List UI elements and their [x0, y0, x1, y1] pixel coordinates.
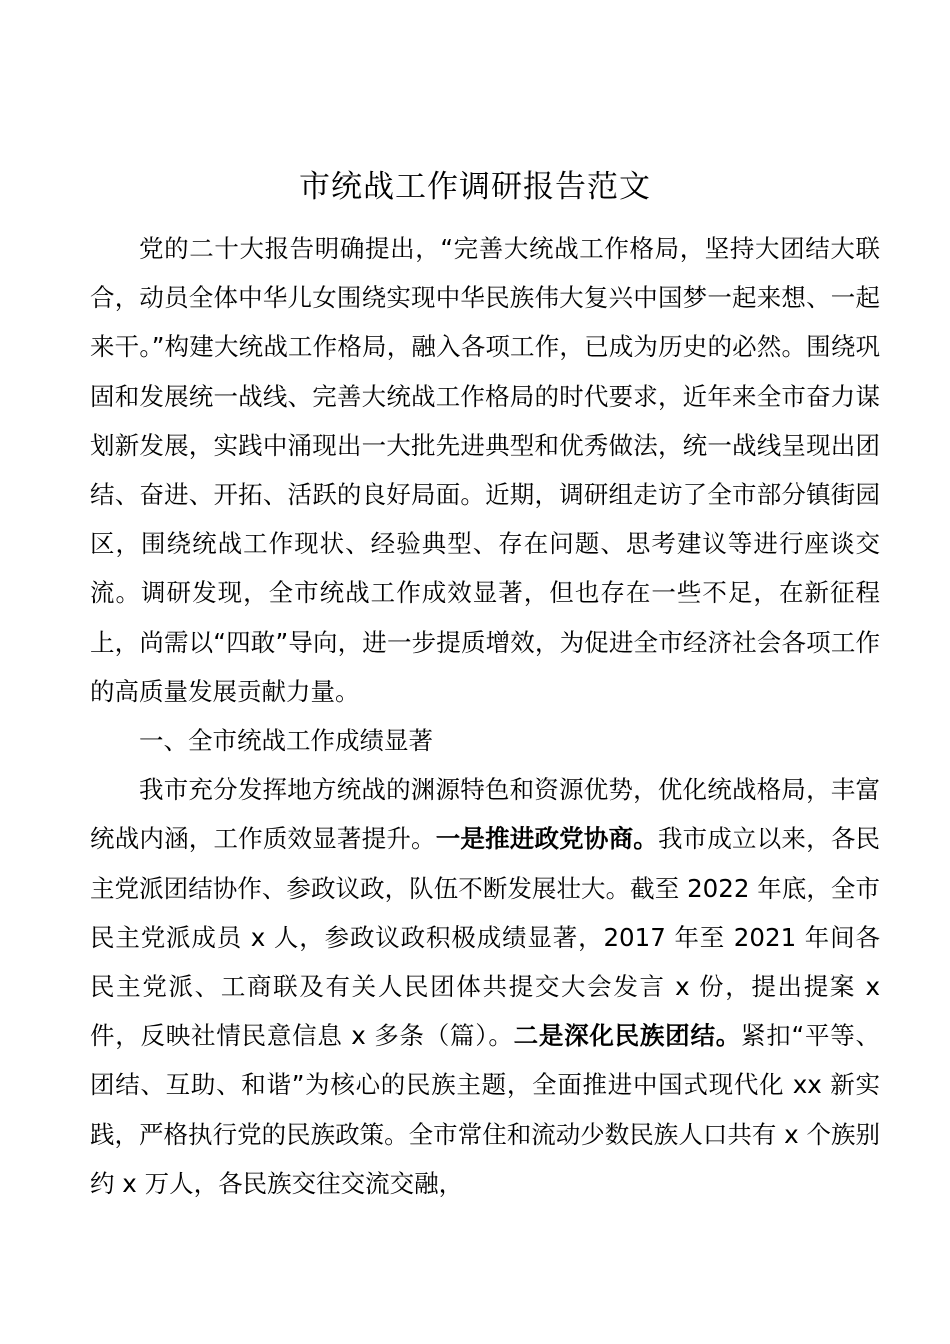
paragraph-text: 我市成立以来，各民主党派团结协作、参政议政，队伍不断发展壮大。截至 2022 年底，全市民主党派成员 x 人，参政议政积极成绩显著，2017 年至 2021 年间各民主党派、工商联及有关人民团体共提交大会发言 x 份，提出提案 x 件，反映社情民意信息 x 多条（篇）。 — [90, 824, 881, 1051]
paragraph-text: 我市充分发挥地方统战的渊源特色和资源优势，优化统战格局，丰富统战内涵，工作质效显著提升。 — [90, 775, 880, 854]
intro-paragraph: 党的二十大报告明确提出，“完善大统战工作格局，坚持大团结大联合，动员全体中华儿女围绕实现中华民族伟大复兴中国梦一起来想、一起来干。”构建大统战工作格局，融入各项工作，已成为历史的必然。围绕巩固和发展统一战线、完善大统战工作格局的时代要求，近年来全市奋力谋划新发展，实践中涌现出一大批先进典型和优秀做法，统一战线呈现出团结、奋进、开拓、活跃的良好局面。近期，调研组走访了全市部分镇街园区，围绕统战工作现状、经验典型、存在问题、思考建议等进行座谈交流。调研发现，全市统战工作成效显著，但也存在一些不足，在新征程上，尚需以“四敢”导向，进一步提质增效，为促进全市经济社会各项工作的高质量发展贡献力量。 — [90, 234, 880, 706]
document-title: 市统战工作调研报告范文 — [299, 169, 651, 205]
section-paragraph — [90, 765, 880, 1208]
document-body — [90, 224, 880, 1208]
section-heading: 一、全市统战工作成绩显著 — [139, 726, 433, 756]
paragraph-text: 紧扣“平等、团结、互助、和谐”为核心的民族主题，全面推进中国式现代化 xx 新实践，严格执行党的民族政策。全市常住和流动少数民族人口共有 x 个族别约 x 万人，各民族交往交流交融， — [90, 1021, 880, 1198]
bold-lead-phrase: 二是深化民族团结。 — [513, 1021, 741, 1051]
bold-lead-phrase: 一是推进政党协商。 — [435, 824, 658, 854]
